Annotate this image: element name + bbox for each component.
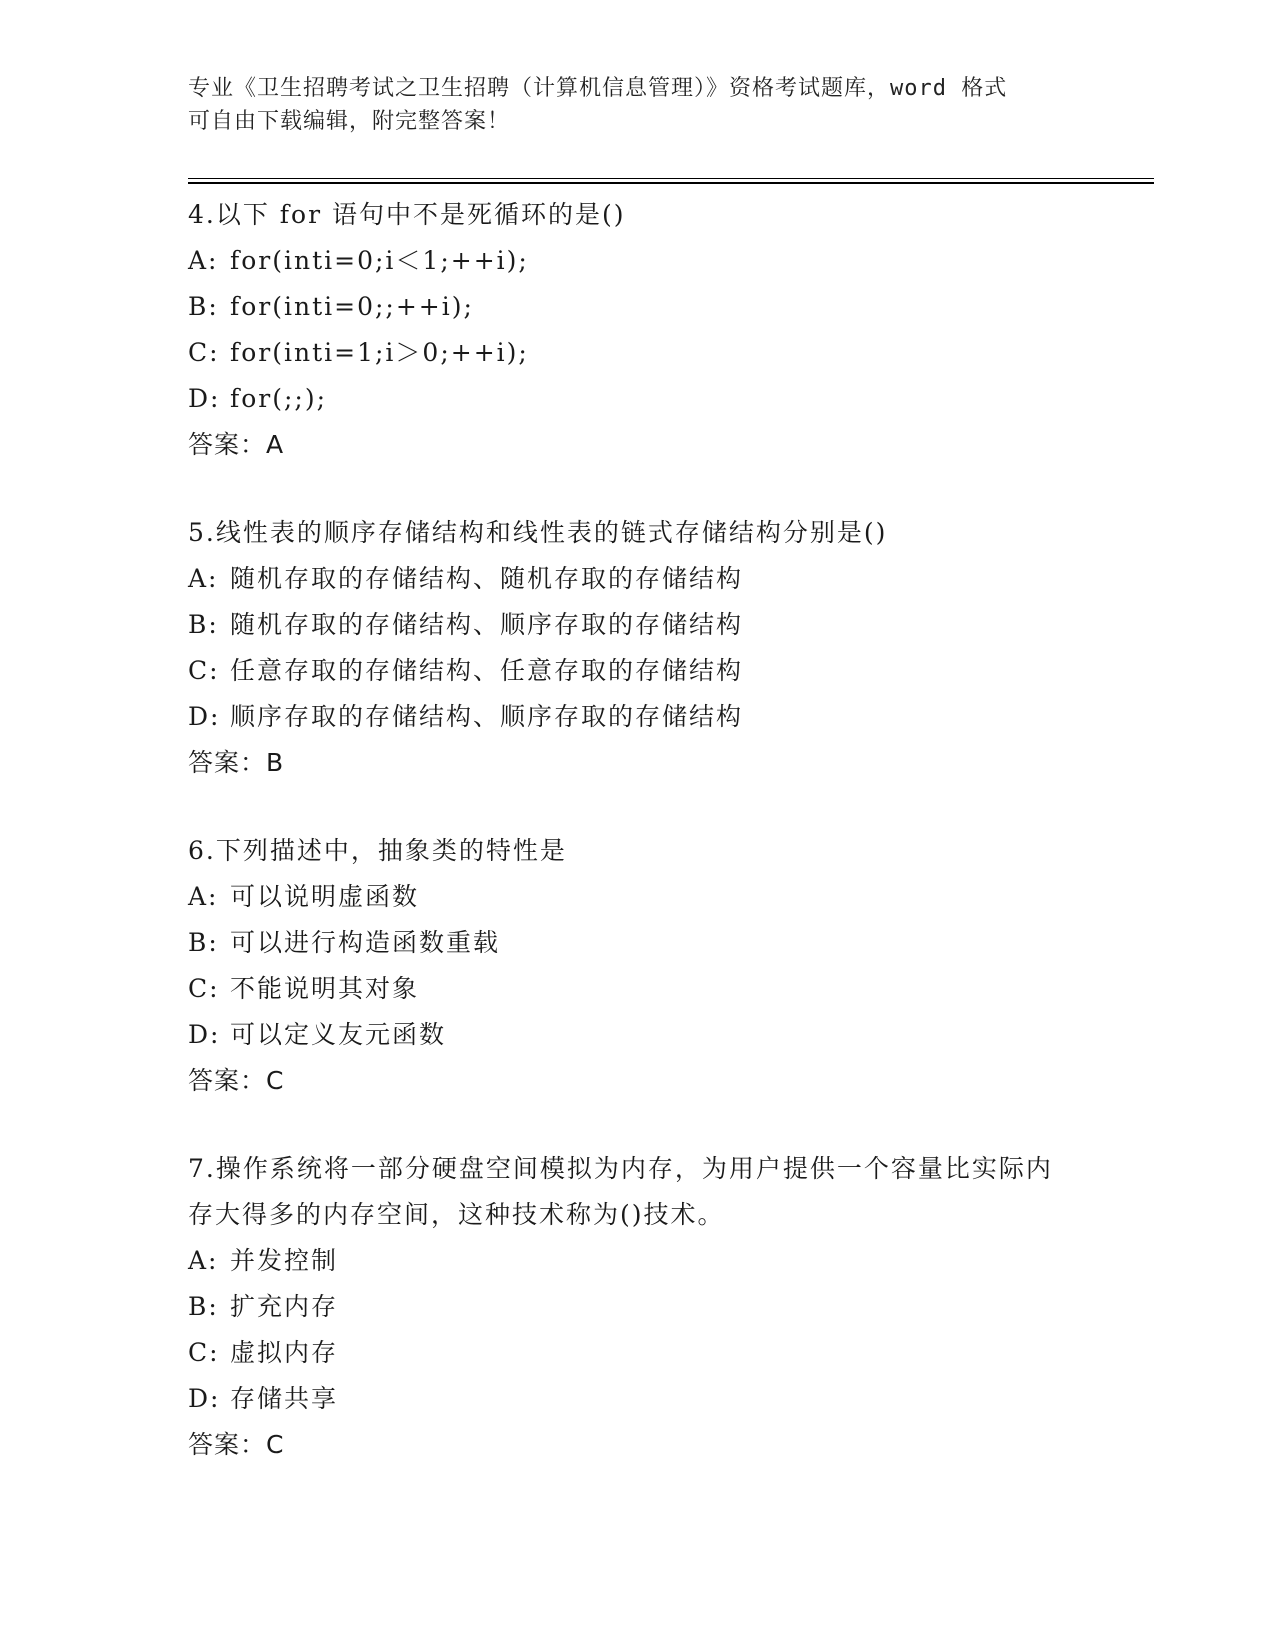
option-b xyxy=(188,1284,1148,1330)
option-text: 不能说明其对象 xyxy=(230,974,420,1003)
option-a xyxy=(188,238,1148,284)
option-text: 可以说明虚函数 xyxy=(230,882,420,911)
option-c xyxy=(188,648,1148,694)
option-a xyxy=(188,874,1148,920)
option-text: 扩充内存 xyxy=(230,1292,339,1321)
option-letter: A: xyxy=(188,1246,219,1275)
header-line-1: 专业《卫生招聘考试之卫生招聘（计算机信息管理）》资格考试题库，word 格式 xyxy=(188,76,1008,101)
option-text: 可以定义友元函数 xyxy=(230,1020,447,1049)
option-b xyxy=(188,284,1148,330)
option-letter: D: xyxy=(188,384,221,413)
option-d xyxy=(188,694,1148,740)
option-text: 随机存取的存储结构、顺序存取的存储结构 xyxy=(230,610,744,639)
answer-label: 答案：B xyxy=(188,748,285,777)
option-d xyxy=(188,1012,1148,1058)
option-letter: C: xyxy=(188,974,220,1003)
question-list xyxy=(188,192,1148,1510)
option-text: for(inti=1;i＞0;++i); xyxy=(230,338,529,367)
option-text: 随机存取的存储结构、随机存取的存储结构 xyxy=(230,564,744,593)
option-b xyxy=(188,602,1148,648)
question-7 xyxy=(188,1146,1148,1468)
option-letter: D: xyxy=(188,1384,221,1413)
question-5 xyxy=(188,510,1148,786)
option-d xyxy=(188,376,1148,422)
option-text: 存储共享 xyxy=(230,1384,339,1413)
option-letter: C: xyxy=(188,656,220,685)
option-text: 并发控制 xyxy=(230,1246,339,1275)
option-c xyxy=(188,330,1148,376)
option-letter: D: xyxy=(188,1020,221,1049)
option-letter: A: xyxy=(188,246,219,275)
header-line-2: 可自由下载编辑，附完整答案！ xyxy=(188,109,511,134)
option-b xyxy=(188,920,1148,966)
option-letter: B: xyxy=(188,610,219,639)
option-letter: B: xyxy=(188,1292,219,1321)
option-a xyxy=(188,556,1148,602)
header-divider-thick xyxy=(188,182,1154,184)
option-letter: C: xyxy=(188,338,220,367)
option-letter: C: xyxy=(188,1338,220,1367)
option-text: for(inti=0;;++i); xyxy=(230,292,474,321)
question-text: 6.下列描述中，抽象类的特性是 xyxy=(188,836,567,865)
option-text: 任意存取的存储结构、任意存取的存储结构 xyxy=(230,656,744,685)
option-letter: A: xyxy=(188,882,219,911)
option-text: 顺序存取的存储结构、顺序存取的存储结构 xyxy=(230,702,744,731)
question-6 xyxy=(188,828,1148,1104)
option-letter: D: xyxy=(188,702,221,731)
option-text: 虚拟内存 xyxy=(230,1338,339,1367)
option-letter: A: xyxy=(188,564,219,593)
question-text: 4.以下 for 语句中不是死循环的是() xyxy=(188,200,626,229)
option-text: for(;;); xyxy=(230,384,328,413)
option-d xyxy=(188,1376,1148,1422)
answer-label: 答案：C xyxy=(188,1066,285,1095)
option-c xyxy=(188,1330,1148,1376)
option-c xyxy=(188,966,1148,1012)
header-divider-thin xyxy=(188,178,1154,179)
document-header xyxy=(188,72,1088,138)
option-letter: B: xyxy=(188,928,219,957)
question-text: 5.线性表的顺序存储结构和线性表的链式存储结构分别是() xyxy=(188,518,888,547)
answer-label: 答案：C xyxy=(188,1430,285,1459)
question-4 xyxy=(188,192,1148,468)
question-text: 7.操作系统将一部分硬盘空间模拟为内存，为用户提供一个容量比实际内存大得多的内存空间，这种技术称为()技术。 xyxy=(188,1154,1053,1229)
answer-label: 答案：A xyxy=(188,430,285,459)
option-text: 可以进行构造函数重载 xyxy=(230,928,501,957)
option-letter: B: xyxy=(188,292,219,321)
option-a xyxy=(188,1238,1148,1284)
option-text: for(inti=0;i＜1;++i); xyxy=(230,246,529,275)
